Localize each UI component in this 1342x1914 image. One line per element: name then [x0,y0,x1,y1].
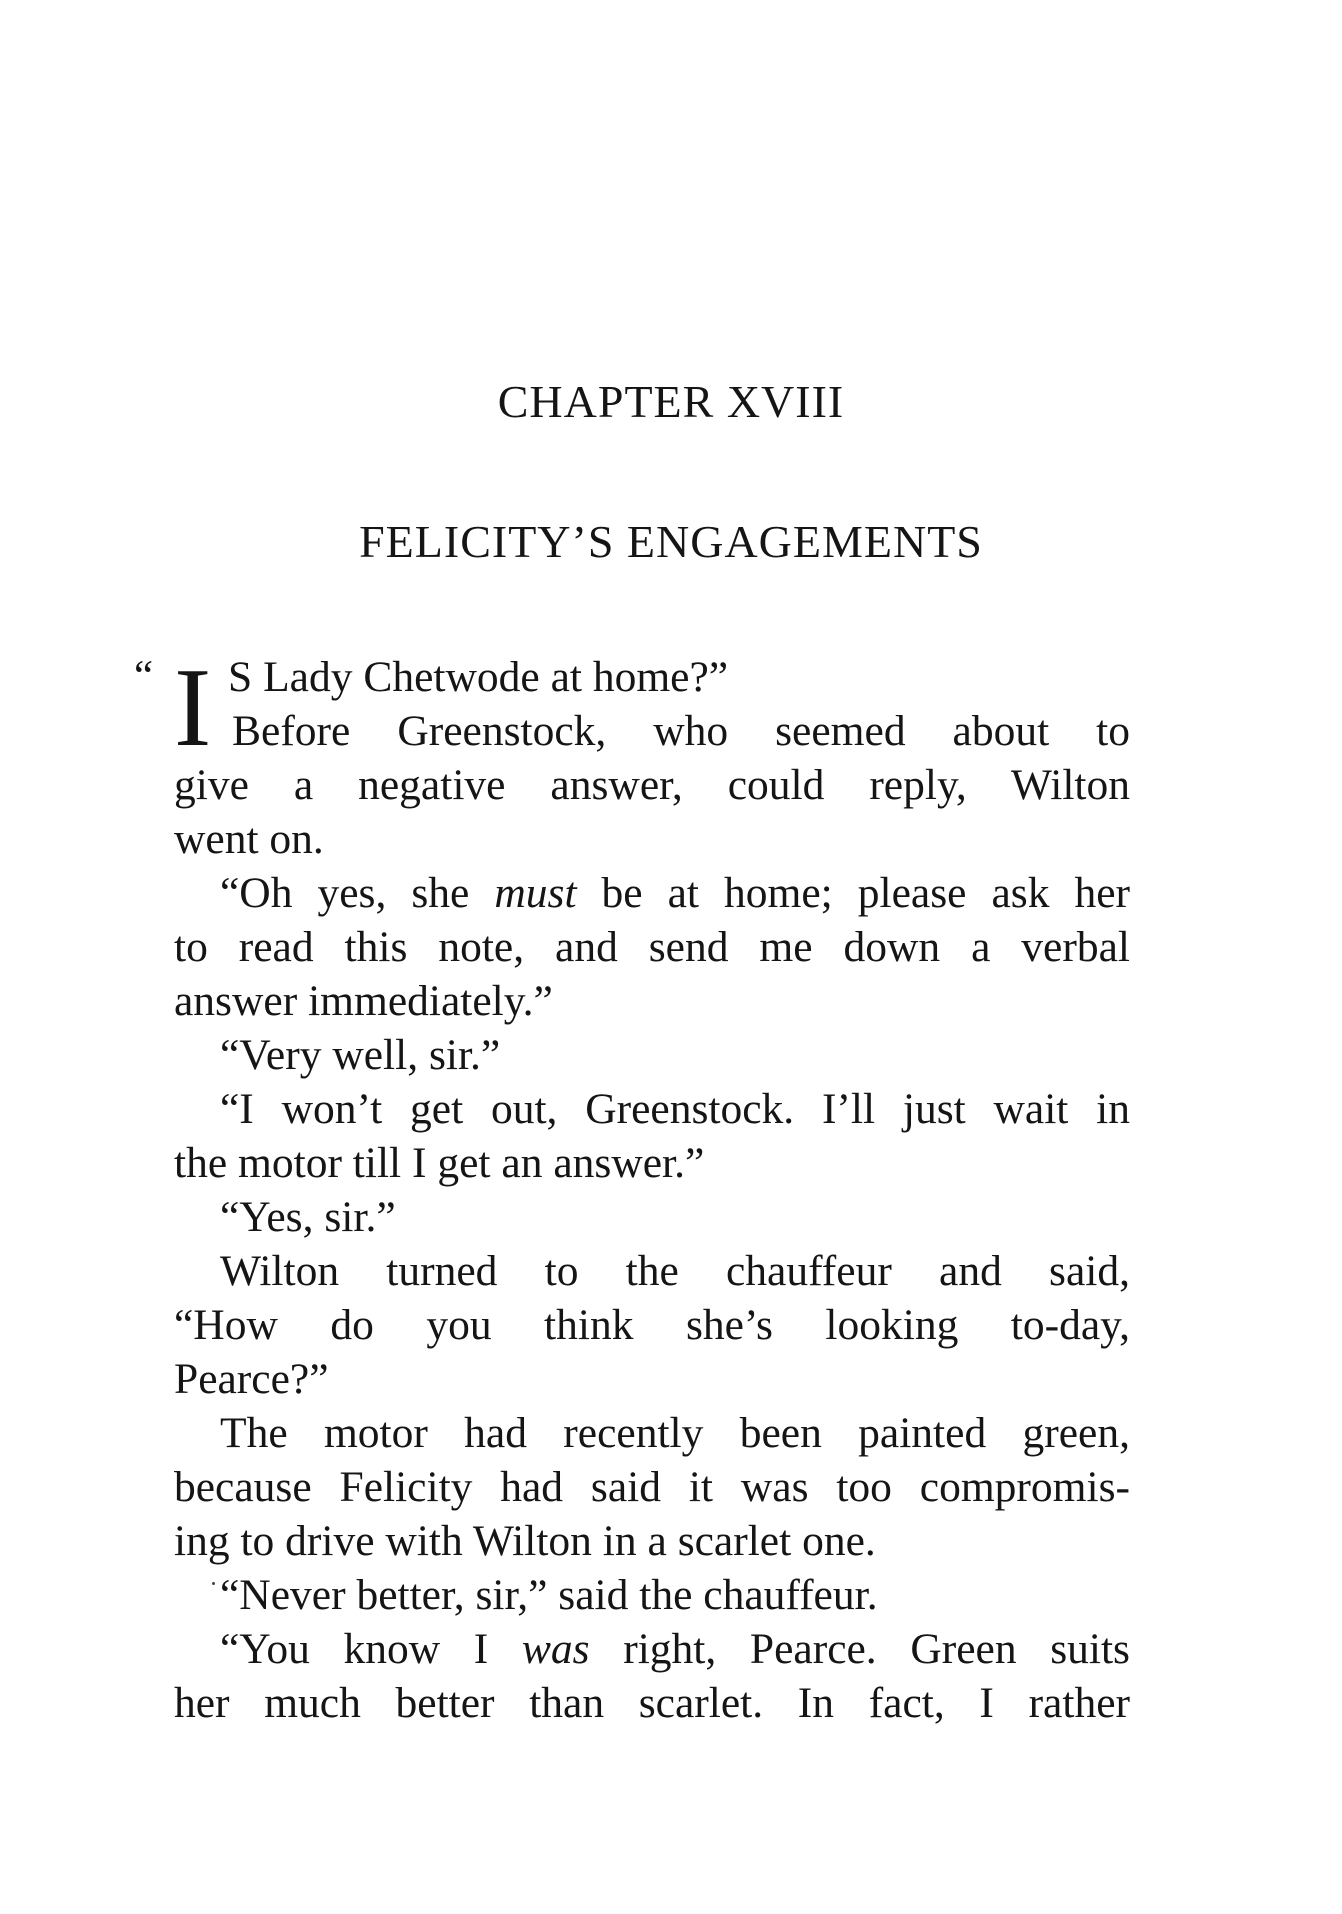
text-line: the motor till I get an answer.” [174,1139,705,1187]
opening-quote-mark: “ [134,653,154,700]
text-line: her much better than scarlet. In fact, I rather [174,1679,1130,1727]
text-line: because Felicity had said it was too compromis- [174,1463,1130,1511]
text-line: “Never better, sir,” said the chauffeur. [220,1571,878,1619]
text-line: “Yes, sir.” [220,1193,396,1241]
text-line: to read this note, and send me down a verbal [174,923,1130,971]
text-line: Pearce?” [174,1355,329,1403]
text-line: Wilton turned to the chauffeur and said, [220,1247,1130,1295]
text-line: answer immediately.” [174,977,553,1025]
text-line: give a negative answer, could reply, Wilton [174,761,1130,809]
text-line: “I won’t get out, Greenstock. I’ll just wait in [220,1085,1130,1133]
text-line: “How do you think she’s looking to-day, [174,1301,1130,1349]
text-line: went on. [174,815,324,863]
chapter-number: CHAPTER XVIII [497,376,845,427]
text-line: “Very well, sir.” [220,1031,501,1079]
text-line: The motor had recently been painted green, [220,1409,1130,1457]
text-line: S Lady Chetwode at home?” [228,653,729,701]
text-line: “Oh yes, she must be at home; please ask her [220,869,1130,917]
text-line: ing to drive with Wilton in a scarlet one. [174,1517,876,1565]
chapter-title: FELICITY’S ENGAGEMENTS [359,516,983,567]
text-line: Before Greenstock, who seemed about to [232,707,1130,755]
print-speck [212,1582,215,1585]
drop-cap-letter: I [174,646,212,770]
text-line: “You know I was right, Pearce. Green suits [220,1625,1130,1673]
